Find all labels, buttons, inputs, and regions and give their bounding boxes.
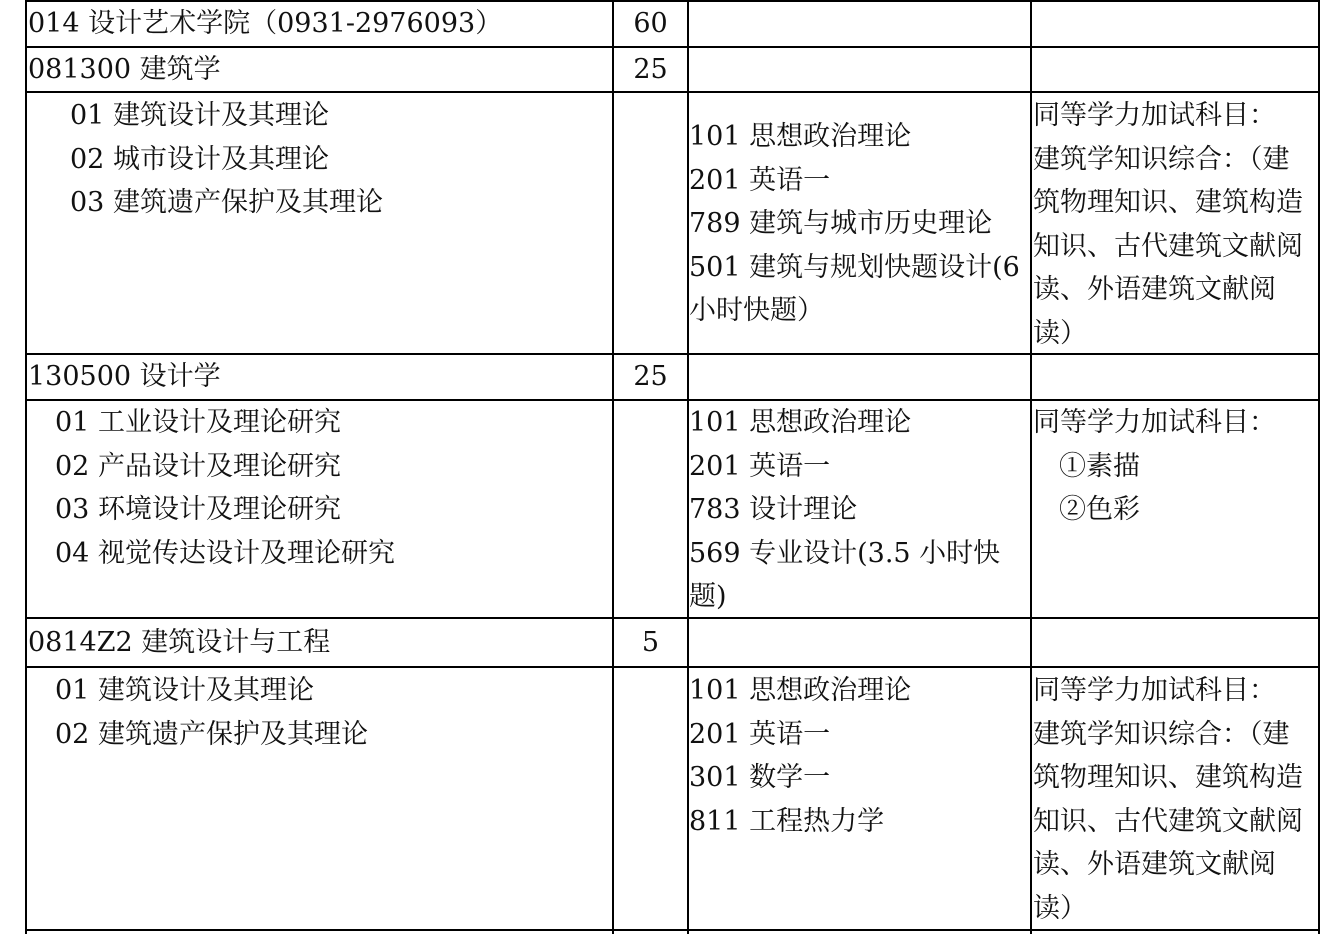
exam-item: 789 建筑与城市历史理论 bbox=[689, 208, 993, 239]
remark-item: 读） bbox=[1033, 892, 1087, 924]
remark-item: 知识、古代建筑文献阅 bbox=[1033, 230, 1303, 262]
direction-item: 02 建筑遗产保护及其理论 bbox=[55, 718, 368, 750]
exam-item: 301 数学一 bbox=[689, 762, 831, 793]
direction-item: 04 视觉传达设计及理论研究 bbox=[55, 537, 395, 569]
exam-item: 201 英语一 bbox=[689, 450, 831, 482]
remarks bbox=[1033, 401, 1276, 532]
remark-item: ①素描 bbox=[1059, 450, 1140, 482]
major-name: 0814Z2 建筑设计与工程 bbox=[28, 627, 331, 658]
major-quota: 25 bbox=[633, 361, 668, 392]
remark-item: 筑物理知识、建筑构造 bbox=[1033, 762, 1303, 793]
direction-item: 01 工业设计及理论研究 bbox=[55, 407, 341, 438]
grid-line-right bbox=[1318, 0, 1320, 934]
grid-line-col3 bbox=[1030, 0, 1032, 934]
remarks bbox=[1033, 669, 1303, 930]
remarks bbox=[1033, 94, 1303, 355]
department-name: 014 设计艺术学院（0931-2976093） bbox=[28, 8, 503, 39]
remark-item: 同等学力加试科目： bbox=[1033, 100, 1276, 131]
major-quota: 5 bbox=[641, 627, 660, 658]
exam-item: 811 工程热力学 bbox=[689, 805, 885, 837]
exam-item: 101 思想政治理论 bbox=[689, 675, 912, 706]
exam-item: 101 思想政治理论 bbox=[689, 121, 912, 152]
direction-item: 03 环境设计及理论研究 bbox=[55, 494, 341, 525]
direction-item: 03 建筑遗产保护及其理论 bbox=[70, 187, 383, 218]
direction-item: 02 城市设计及其理论 bbox=[70, 143, 329, 175]
remark-item: 同等学力加试科目： bbox=[1033, 407, 1276, 438]
exam-item: 783 设计理论 bbox=[689, 494, 858, 525]
exam-item: 题) bbox=[689, 581, 727, 612]
grid-row-border bbox=[25, 617, 1320, 619]
department-quota: 60 bbox=[633, 8, 668, 39]
grid-line-left bbox=[25, 0, 27, 934]
direction-item: 01 建筑设计及其理论 bbox=[55, 675, 314, 706]
remark-item: 建筑学知识综合：（建 bbox=[1033, 143, 1290, 175]
grid-line-col1 bbox=[612, 0, 614, 934]
exam-item: 201 英语一 bbox=[689, 164, 831, 196]
research-directions bbox=[55, 401, 395, 575]
exam-item: 501 建筑与规划快题设计(6 bbox=[689, 251, 1020, 283]
remark-item: 读） bbox=[1033, 317, 1087, 349]
exam-item: 569 专业设计(3.5 小时快 bbox=[689, 537, 1001, 569]
direction-item: 01 建筑设计及其理论 bbox=[70, 100, 329, 131]
major-quota: 25 bbox=[633, 54, 668, 85]
grid-row-border bbox=[25, 666, 1320, 668]
exam-subjects bbox=[689, 669, 911, 843]
exam-item: 201 英语一 bbox=[689, 718, 831, 750]
exam-item: 101 思想政治理论 bbox=[689, 407, 912, 438]
remark-item: 建筑学知识综合：（建 bbox=[1033, 718, 1290, 750]
exam-subjects bbox=[689, 401, 1000, 619]
exam-item: 小时快题） bbox=[689, 295, 824, 326]
major-name: 081300 建筑学 bbox=[28, 54, 221, 85]
research-directions bbox=[70, 94, 383, 225]
remark-item: 同等学力加试科目： bbox=[1033, 675, 1276, 706]
remark-item: ②色彩 bbox=[1059, 494, 1140, 525]
direction-item: 02 产品设计及理论研究 bbox=[55, 450, 341, 482]
exam-subjects bbox=[689, 115, 1020, 333]
remark-item: 知识、古代建筑文献阅 bbox=[1033, 805, 1303, 837]
research-directions bbox=[55, 669, 368, 756]
remark-item: 读、外语建筑文献阅 bbox=[1033, 274, 1276, 305]
remark-item: 读、外语建筑文献阅 bbox=[1033, 849, 1276, 880]
remark-item: 筑物理知识、建筑构造 bbox=[1033, 187, 1303, 218]
major-name: 130500 设计学 bbox=[28, 361, 221, 392]
